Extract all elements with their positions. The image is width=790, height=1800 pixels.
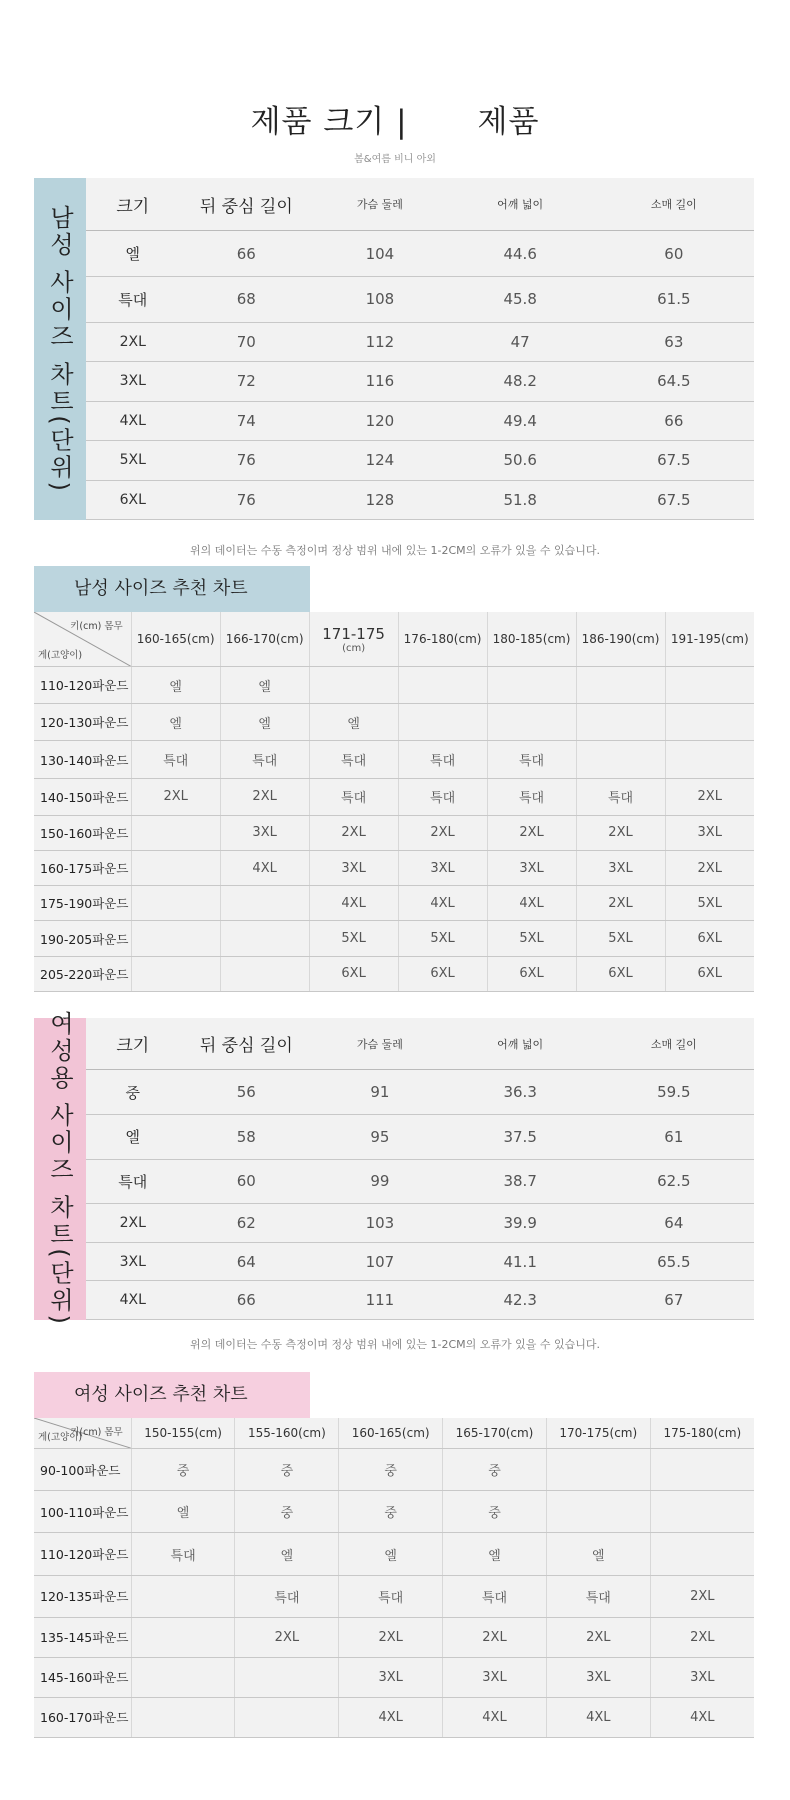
table-row (86, 322, 754, 361)
men-rec-size-cell: 2XL (665, 778, 754, 815)
women-size-value-cell: 58 (180, 1114, 314, 1159)
women-size-chart (34, 1011, 754, 1327)
men-rec-chart (34, 612, 754, 992)
women-size-header-1: 뒤 중심 길이 (180, 1018, 314, 1070)
women-size-value-cell: 59.5 (594, 1070, 754, 1115)
men-rec-size-cell: 6XL (309, 956, 398, 991)
men-rec-size-cell: 3XL (309, 850, 398, 885)
women-size-chart-side-label (34, 1011, 86, 1327)
men-rec-size-cell: 4XL (220, 850, 309, 885)
table-row (86, 1242, 754, 1281)
men-size-chart-side-label (34, 178, 86, 520)
women-rec-weight-cell: 160-170파운드 (34, 1697, 131, 1737)
women-rec-size-cell: 특대 (131, 1533, 235, 1575)
table-row (86, 401, 754, 440)
women-size-label-cell: 특대 (86, 1159, 180, 1204)
table-row (86, 1070, 754, 1115)
men-size-value-cell: 66 (594, 401, 754, 440)
women-size-value-cell: 64 (594, 1204, 754, 1243)
women-rec-table (34, 1418, 754, 1738)
women-rec-size-cell: 엘 (443, 1533, 547, 1575)
women-rec-size-cell: 중 (339, 1449, 443, 1491)
men-rec-size-cell (487, 667, 576, 704)
table-row (34, 667, 754, 704)
women-rec-size-cell: 2XL (650, 1575, 754, 1617)
men-size-value-cell: 68 (180, 277, 314, 323)
men-rec-size-cell: 5XL (576, 921, 665, 956)
men-size-value-cell: 47 (447, 322, 594, 361)
men-size-value-cell: 128 (313, 480, 447, 520)
men-size-value-cell: 61.5 (594, 277, 754, 323)
table-row (34, 1697, 754, 1737)
women-size-value-cell: 91 (313, 1070, 447, 1115)
women-rec-size-cell: 특대 (235, 1575, 339, 1617)
men-size-header-1: 뒤 중심 길이 (180, 178, 314, 231)
women-rec-weight-cell: 90-100파운드 (34, 1449, 131, 1491)
men-rec-corner-cell (34, 612, 131, 667)
height-unit-text: (cm) (342, 642, 366, 654)
height-range-text: 171-175 (322, 624, 385, 643)
table-row (34, 1449, 754, 1491)
men-rec-size-cell (665, 741, 754, 778)
women-rec-size-cell: 특대 (546, 1575, 650, 1617)
men-rec-size-cell: 6XL (576, 956, 665, 991)
men-size-value-cell: 67.5 (594, 441, 754, 480)
women-rec-height-header: 150-155(cm) (131, 1418, 235, 1449)
men-rec-size-cell: 특대 (398, 778, 487, 815)
women-size-value-cell: 38.7 (447, 1159, 594, 1204)
men-rec-height-header: 160-165(cm) (131, 612, 220, 667)
table-row (34, 1575, 754, 1617)
title-right: 제품 (477, 104, 540, 140)
men-rec-size-cell: 특대 (487, 741, 576, 778)
men-rec-size-cell (665, 667, 754, 704)
table-row (34, 778, 754, 815)
men-rec-size-cell: 특대 (309, 778, 398, 815)
table-row (34, 741, 754, 778)
women-size-value-cell: 61 (594, 1114, 754, 1159)
women-rec-height-header: 175-180(cm) (650, 1418, 754, 1449)
women-rec-size-cell: 중 (235, 1491, 339, 1533)
men-rec-weight-cell: 160-175파운드 (34, 850, 131, 885)
women-size-value-cell: 62 (180, 1204, 314, 1243)
men-measurement-note: 위의 데이터는 수동 측정이며 정상 범위 내에 있는 1-2CM의 오류가 있을 수 있습니다. (190, 544, 600, 557)
women-rec-size-cell: 엘 (546, 1533, 650, 1575)
men-size-label-cell: 5XL (86, 441, 180, 480)
women-size-value-cell: 37.5 (447, 1114, 594, 1159)
men-size-value-cell: 44.6 (447, 231, 594, 277)
men-size-header-3: 어깨 넓이 (447, 178, 594, 231)
men-rec-size-cell: 2XL (665, 850, 754, 885)
table-row (34, 704, 754, 741)
men-size-value-cell: 63 (594, 322, 754, 361)
men-size-table (86, 178, 754, 520)
women-rec-size-cell (235, 1657, 339, 1697)
women-size-label-cell: 3XL (86, 1242, 180, 1281)
men-rec-size-cell: 엘 (309, 704, 398, 741)
men-rec-size-cell: 6XL (398, 956, 487, 991)
women-size-value-cell: 41.1 (447, 1242, 594, 1281)
page-subtitle: 봄&여름 비니 아외 (354, 154, 436, 165)
table-row (86, 1281, 754, 1320)
women-size-value-cell: 60 (180, 1159, 314, 1204)
men-size-value-cell: 51.8 (447, 480, 594, 520)
men-rec-size-cell: 엘 (131, 667, 220, 704)
men-rec-size-cell (220, 886, 309, 921)
women-rec-size-cell (235, 1697, 339, 1737)
men-rec-size-cell (665, 704, 754, 741)
table-row (86, 1159, 754, 1204)
men-rec-size-cell (131, 886, 220, 921)
men-rec-size-cell (309, 667, 398, 704)
men-rec-chart-title (34, 566, 310, 612)
women-size-label-cell: 4XL (86, 1281, 180, 1320)
men-rec-weight-cell: 150-160파운드 (34, 815, 131, 850)
women-size-label-cell: 2XL (86, 1204, 180, 1243)
men-rec-size-cell: 5XL (309, 921, 398, 956)
women-rec-size-cell: 4XL (546, 1697, 650, 1737)
women-rec-weight-cell: 145-160파운드 (34, 1657, 131, 1697)
corner-height-label: 키(cm) 몸무 (70, 621, 123, 632)
men-rec-weight-cell: 190-205파운드 (34, 921, 131, 956)
men-rec-weight-cell: 110-120파운드 (34, 667, 131, 704)
women-rec-size-cell: 3XL (339, 1657, 443, 1697)
women-rec-size-cell: 중 (235, 1449, 339, 1491)
women-rec-size-cell: 2XL (546, 1617, 650, 1657)
men-rec-size-cell: 2XL (309, 815, 398, 850)
women-rec-weight-cell: 135-145파운드 (34, 1617, 131, 1657)
men-size-value-cell: 120 (313, 401, 447, 440)
women-rec-size-cell: 2XL (650, 1617, 754, 1657)
men-rec-size-cell: 3XL (487, 850, 576, 885)
men-rec-size-cell (131, 956, 220, 991)
men-rec-size-cell: 2XL (131, 778, 220, 815)
women-size-value-cell: 39.9 (447, 1204, 594, 1243)
men-rec-size-cell: 엘 (131, 704, 220, 741)
women-size-value-cell: 36.3 (447, 1070, 594, 1115)
table-row (86, 1204, 754, 1243)
men-rec-size-cell (576, 667, 665, 704)
women-rec-size-cell (546, 1491, 650, 1533)
women-size-value-cell: 95 (313, 1114, 447, 1159)
women-rec-size-cell: 특대 (443, 1575, 547, 1617)
corner-height-label: 키(cm) 몸무 (70, 1427, 123, 1438)
men-size-value-cell: 104 (313, 231, 447, 277)
women-rec-size-cell (650, 1533, 754, 1575)
women-size-value-cell: 103 (313, 1204, 447, 1243)
table-row (86, 441, 754, 480)
men-rec-size-cell: 3XL (398, 850, 487, 885)
women-rec-size-cell: 3XL (546, 1657, 650, 1697)
women-rec-corner-cell (34, 1418, 131, 1449)
men-rec-size-cell: 3XL (665, 815, 754, 850)
men-rec-header-row (34, 612, 754, 667)
women-rec-chart-title (34, 1372, 310, 1418)
men-size-value-cell: 66 (180, 231, 314, 277)
men-size-value-cell: 76 (180, 441, 314, 480)
men-rec-weight-cell: 205-220파운드 (34, 956, 131, 991)
men-size-value-cell: 45.8 (447, 277, 594, 323)
women-rec-height-header: 165-170(cm) (443, 1418, 547, 1449)
women-size-value-cell: 56 (180, 1070, 314, 1115)
men-rec-weight-cell: 120-130파운드 (34, 704, 131, 741)
table-row (34, 921, 754, 956)
women-rec-weight-cell: 120-135파운드 (34, 1575, 131, 1617)
women-size-value-cell: 99 (313, 1159, 447, 1204)
women-rec-size-cell: 4XL (339, 1697, 443, 1737)
table-row (86, 362, 754, 401)
men-rec-table (34, 612, 754, 992)
men-rec-size-cell (398, 704, 487, 741)
men-rec-size-cell: 4XL (309, 886, 398, 921)
men-size-value-cell: 74 (180, 401, 314, 440)
table-row (34, 1657, 754, 1697)
men-size-label-cell: 엘 (86, 231, 180, 277)
table-row (34, 956, 754, 991)
women-rec-header-row (34, 1418, 754, 1449)
women-rec-size-cell: 3XL (443, 1657, 547, 1697)
table-row (86, 480, 754, 520)
women-rec-size-cell: 엘 (235, 1533, 339, 1575)
men-rec-size-cell (576, 704, 665, 741)
women-rec-size-cell (131, 1617, 235, 1657)
women-size-label-cell: 엘 (86, 1114, 180, 1159)
men-size-value-cell: 108 (313, 277, 447, 323)
men-rec-size-cell: 특대 (576, 778, 665, 815)
men-rec-size-cell (131, 921, 220, 956)
table-row (86, 277, 754, 323)
men-rec-size-cell (487, 704, 576, 741)
men-rec-size-cell: 특대 (398, 741, 487, 778)
women-rec-chart (34, 1418, 754, 1738)
women-rec-height-header: 155-160(cm) (235, 1418, 339, 1449)
women-rec-size-cell (131, 1657, 235, 1697)
women-rec-size-cell: 엘 (131, 1491, 235, 1533)
men-side-label-text: 남성 사이즈 차트(단위) (45, 204, 74, 494)
table-row (34, 815, 754, 850)
men-rec-size-cell: 2XL (220, 778, 309, 815)
women-rec-size-cell: 중 (339, 1491, 443, 1533)
men-rec-size-cell: 2XL (576, 886, 665, 921)
women-rec-size-cell: 특대 (339, 1575, 443, 1617)
table-row (34, 1491, 754, 1533)
men-rec-height-header: 180-185(cm) (487, 612, 576, 667)
men-size-header-2: 가슴 둘레 (313, 178, 447, 231)
men-rec-size-cell: 3XL (576, 850, 665, 885)
men-rec-size-cell: 엘 (220, 704, 309, 741)
table-row (34, 1617, 754, 1657)
women-rec-size-cell: 중 (443, 1449, 547, 1491)
women-rec-size-cell: 4XL (443, 1697, 547, 1737)
women-rec-size-cell: 4XL (650, 1697, 754, 1737)
table-row (34, 850, 754, 885)
men-rec-size-cell (398, 667, 487, 704)
men-rec-size-cell: 6XL (487, 956, 576, 991)
women-measurement-note: 위의 데이터는 수동 측정이며 정상 범위 내에 있는 1-2CM의 오류가 있을 수 있습니다. (190, 1338, 600, 1351)
men-size-value-cell: 124 (313, 441, 447, 480)
men-rec-size-cell: 특대 (131, 741, 220, 778)
men-rec-height-header: 166-170(cm) (220, 612, 309, 667)
corner-weight-label: 게(고양이) (38, 650, 83, 662)
men-rec-weight-cell: 130-140파운드 (34, 741, 131, 778)
men-size-value-cell: 116 (313, 362, 447, 401)
title-main: 제품 크기 | (250, 104, 408, 140)
table-row (34, 886, 754, 921)
women-rec-size-cell (650, 1449, 754, 1491)
men-size-label-cell: 4XL (86, 401, 180, 440)
men-size-value-cell: 60 (594, 231, 754, 277)
women-side-label-text: 여성용 사이즈 차트(단위) (45, 1011, 74, 1327)
men-rec-height-header (309, 612, 398, 667)
women-rec-size-cell (546, 1449, 650, 1491)
women-rec-size-cell (650, 1491, 754, 1533)
men-rec-size-cell: 2XL (576, 815, 665, 850)
men-rec-size-cell (220, 921, 309, 956)
women-size-header-4: 소매 길이 (594, 1018, 754, 1070)
men-size-header-4: 소매 길이 (594, 178, 754, 231)
men-rec-size-cell: 3XL (220, 815, 309, 850)
men-rec-weight-cell: 175-190파운드 (34, 886, 131, 921)
men-size-value-cell: 72 (180, 362, 314, 401)
men-rec-size-cell: 4XL (398, 886, 487, 921)
men-size-value-cell: 50.6 (447, 441, 594, 480)
women-size-value-cell: 65.5 (594, 1242, 754, 1281)
men-rec-size-cell: 특대 (309, 741, 398, 778)
women-size-value-cell: 67 (594, 1281, 754, 1320)
men-rec-size-cell: 6XL (665, 921, 754, 956)
men-rec-title-text: 남성 사이즈 추천 차트 (74, 578, 248, 599)
men-rec-height-header: 191-195(cm) (665, 612, 754, 667)
men-size-label-cell: 2XL (86, 322, 180, 361)
women-rec-size-cell: 중 (443, 1491, 547, 1533)
men-size-value-cell: 112 (313, 322, 447, 361)
women-rec-title-text: 여성 사이즈 추천 차트 (74, 1384, 248, 1405)
women-rec-size-cell: 2XL (235, 1617, 339, 1657)
corner-weight-label: 게(고양이) (38, 1432, 83, 1444)
women-rec-size-cell: 3XL (650, 1657, 754, 1697)
men-size-value-cell: 49.4 (447, 401, 594, 440)
women-size-value-cell: 42.3 (447, 1281, 594, 1320)
men-rec-size-cell: 2XL (398, 815, 487, 850)
men-rec-size-cell: 5XL (398, 921, 487, 956)
men-size-label-cell: 특대 (86, 277, 180, 323)
men-size-value-cell: 76 (180, 480, 314, 520)
women-rec-size-cell (131, 1697, 235, 1737)
men-rec-size-cell: 특대 (487, 778, 576, 815)
men-size-label-cell: 6XL (86, 480, 180, 520)
men-rec-weight-cell: 140-150파운드 (34, 778, 131, 815)
men-size-value-cell: 48.2 (447, 362, 594, 401)
men-rec-size-cell: 5XL (487, 921, 576, 956)
men-size-header-0: 크기 (86, 178, 180, 231)
page-title (0, 96, 790, 141)
women-rec-size-cell: 2XL (443, 1617, 547, 1657)
men-rec-size-cell: 5XL (665, 886, 754, 921)
women-size-value-cell: 62.5 (594, 1159, 754, 1204)
table-row (34, 1533, 754, 1575)
women-size-header-2: 가슴 둘레 (313, 1018, 447, 1070)
women-rec-size-cell: 중 (131, 1449, 235, 1491)
men-rec-size-cell: 4XL (487, 886, 576, 921)
women-rec-size-cell: 엘 (339, 1533, 443, 1575)
men-rec-size-cell: 특대 (220, 741, 309, 778)
men-rec-size-cell (131, 815, 220, 850)
table-row (86, 231, 754, 277)
men-rec-size-cell: 엘 (220, 667, 309, 704)
men-size-label-cell: 3XL (86, 362, 180, 401)
women-size-value-cell: 111 (313, 1281, 447, 1320)
women-size-table (86, 1018, 754, 1320)
men-rec-height-header: 186-190(cm) (576, 612, 665, 667)
women-rec-size-cell (131, 1575, 235, 1617)
men-rec-size-cell (131, 850, 220, 885)
women-rec-size-cell: 2XL (339, 1617, 443, 1657)
men-size-value-cell: 70 (180, 322, 314, 361)
women-size-value-cell: 66 (180, 1281, 314, 1320)
women-size-header-0: 크기 (86, 1018, 180, 1070)
men-size-value-cell: 64.5 (594, 362, 754, 401)
women-rec-height-header: 160-165(cm) (339, 1418, 443, 1449)
women-size-header-3: 어깨 넓이 (447, 1018, 594, 1070)
women-size-header-row (86, 1018, 754, 1070)
table-row (86, 1114, 754, 1159)
women-size-value-cell: 107 (313, 1242, 447, 1281)
women-rec-weight-cell: 110-120파운드 (34, 1533, 131, 1575)
men-rec-size-cell (576, 741, 665, 778)
men-rec-size-cell: 6XL (665, 956, 754, 991)
men-rec-size-cell: 2XL (487, 815, 576, 850)
men-size-value-cell: 67.5 (594, 480, 754, 520)
women-rec-height-header: 170-175(cm) (546, 1418, 650, 1449)
women-rec-weight-cell: 100-110파운드 (34, 1491, 131, 1533)
men-size-chart (34, 178, 754, 520)
men-size-header-row (86, 178, 754, 231)
women-size-label-cell: 중 (86, 1070, 180, 1115)
men-rec-size-cell (220, 956, 309, 991)
men-rec-height-header: 176-180(cm) (398, 612, 487, 667)
women-size-value-cell: 64 (180, 1242, 314, 1281)
